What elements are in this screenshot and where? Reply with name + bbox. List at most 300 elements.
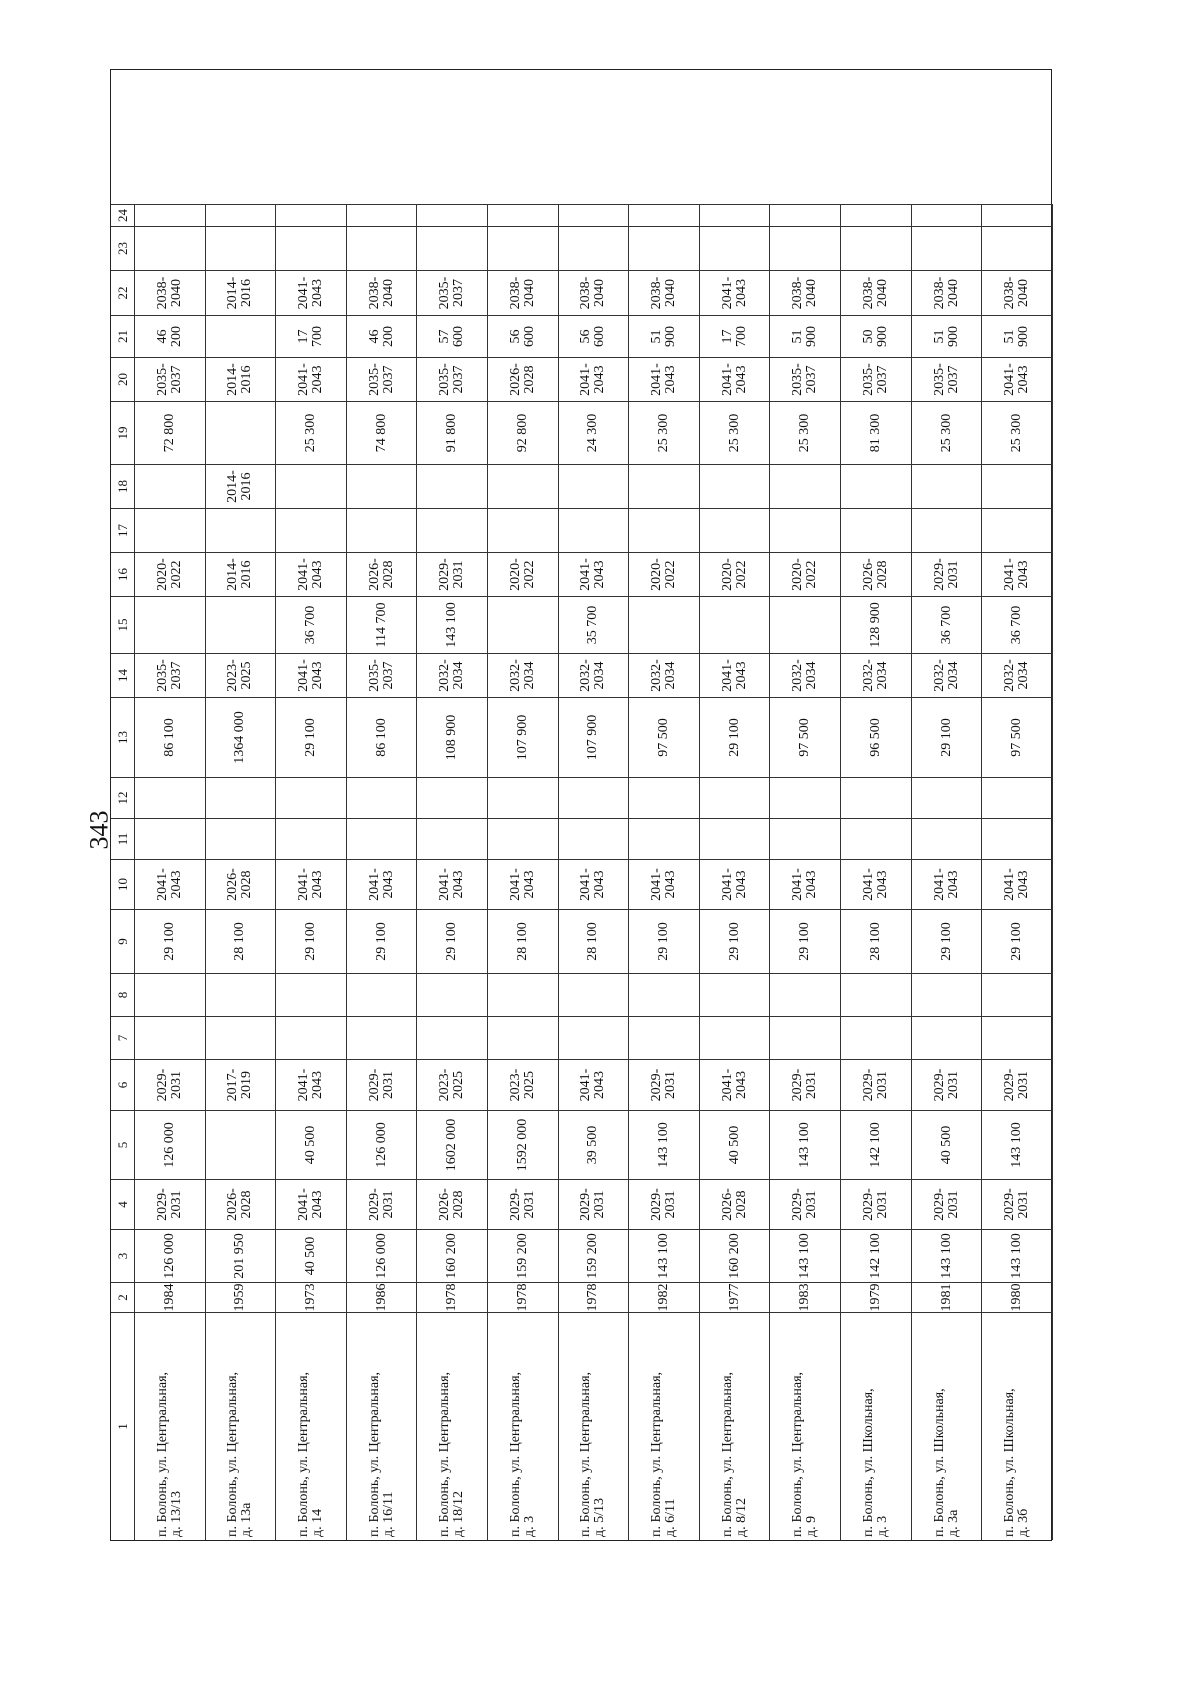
table-cell: 2038- 2040 [770,270,841,315]
table-cell [700,596,771,653]
table-cell [347,973,418,1016]
table-cell [629,973,700,1016]
table-cell [912,464,983,508]
row-address: п. Болонь, ул. Центральная, д. 8/12 [700,1312,771,1540]
table-cell: 2041- 2043 [135,859,206,909]
table-cell: 2014- 2016 [206,357,277,401]
table-cell [206,204,277,226]
table-cell: 86 100 [135,697,206,777]
table-cell [488,226,559,270]
table-cell [841,818,912,859]
table-cell: 2041- 2043 [276,552,347,596]
table-cell: 2041- 2043 [700,653,771,697]
table-cell: 2020- 2022 [629,552,700,596]
column-header-4: 4 [111,1179,135,1229]
table-cell: 29 100 [912,909,983,973]
table-cell: 51 900 [982,315,1053,357]
column-header-7: 7 [111,1016,135,1059]
column-header-11: 11 [111,818,135,859]
table-cell: 2041- 2043 [770,859,841,909]
row-address: п. Болонь, ул. Центральная, д. 6/11 [629,1312,700,1540]
column-header-16: 16 [111,552,135,596]
table-cell: 114 700 [347,596,418,653]
table-cell [629,508,700,552]
table-cell: 2032- 2034 [417,653,488,697]
table-cell: 2032- 2034 [912,653,983,697]
table-cell: 2032- 2034 [559,653,630,697]
table-cell: 2038- 2040 [912,270,983,315]
table-cell [488,1016,559,1059]
table-cell [629,1016,700,1059]
table-cell: 126 000 [347,1110,418,1179]
table-cell: 2032- 2034 [488,653,559,697]
row-address: п. Болонь, ул. Центральная, д. 5/13 [559,1312,630,1540]
table-cell: 126 000 [135,1110,206,1179]
row-address: п. Болонь, ул. Школьная, д. 3б [982,1312,1053,1540]
table-cell: 1602 000 [417,1110,488,1179]
table-cell: 28 100 [488,909,559,973]
table-cell: 40 500 [912,1110,983,1179]
column-header-2: 2 [111,1282,135,1312]
table-cell: 25 300 [700,401,771,464]
table-cell: 29 100 [276,909,347,973]
table-cell: 2035- 2037 [770,357,841,401]
table-cell: 2020- 2022 [700,552,771,596]
table-cell: 126 000 [347,1229,418,1282]
table-cell [770,1016,841,1059]
row-address: п. Болонь, ул. Центральная, д. 9 [770,1312,841,1540]
table-cell: 2035- 2037 [417,357,488,401]
table-cell: 29 100 [276,697,347,777]
table-cell [700,973,771,1016]
table-cell [912,1016,983,1059]
row-address: п. Болонь, ул. Центральная, д. 3 [488,1312,559,1540]
table-cell: 86 100 [347,697,418,777]
table-cell: 142 100 [841,1229,912,1282]
table-cell [700,818,771,859]
table-cell: 1592 000 [488,1110,559,1179]
table-cell: 107 900 [559,697,630,777]
table-cell: 1978 [488,1282,559,1312]
table-cell: 2032- 2034 [841,653,912,697]
table-cell [770,777,841,818]
table-cell [559,818,630,859]
table-cell: 36 700 [912,596,983,653]
column-header-23: 23 [111,226,135,270]
table-cell: 28 100 [841,909,912,973]
column-header-8: 8 [111,973,135,1016]
table-cell: 17 700 [700,315,771,357]
table-cell [629,204,700,226]
row-address: п. Болонь, ул. Центральная, д. 18/12 [417,1312,488,1540]
table-cell [629,464,700,508]
table-cell [206,1110,277,1179]
table-cell [417,204,488,226]
table-wrapper [110,69,1052,1541]
table-cell [276,1016,347,1059]
table-cell [488,818,559,859]
table-cell: 2029- 2031 [629,1059,700,1110]
table-cell [488,204,559,226]
table-cell [276,777,347,818]
table-cell [488,596,559,653]
table-cell [417,1016,488,1059]
table-cell: 17 700 [276,315,347,357]
table-cell [841,226,912,270]
table-cell: 2035- 2037 [417,270,488,315]
table-cell: 2029- 2031 [841,1179,912,1229]
table-cell: 36 700 [276,596,347,653]
table-cell [841,973,912,1016]
table-cell: 2038- 2040 [629,270,700,315]
table-cell [135,226,206,270]
table-cell: 2035- 2037 [912,357,983,401]
table-cell: 159 200 [488,1229,559,1282]
table-cell [770,818,841,859]
table-cell [135,973,206,1016]
table-cell: 2014- 2016 [206,464,277,508]
table-cell: 97 500 [982,697,1053,777]
table-cell: 2041- 2043 [276,270,347,315]
table-cell: 2020- 2022 [488,552,559,596]
row-address: п. Болонь, ул. Школьная, д. 3а [912,1312,983,1540]
table-cell: 2029- 2031 [347,1059,418,1110]
table-cell [135,204,206,226]
table-cell: 107 900 [488,697,559,777]
table-cell: 1364 000 [206,697,277,777]
table-cell: 2035- 2037 [347,653,418,697]
table-cell [982,1016,1053,1059]
table-cell: 1977 [700,1282,771,1312]
table-cell: 91 800 [417,401,488,464]
table-cell [206,315,277,357]
table-cell [347,777,418,818]
row-address: п. Болонь, ул. Центральная, д. 13а [206,1312,277,1540]
table-cell: 2041- 2043 [559,859,630,909]
table-cell: 51 900 [629,315,700,357]
table-cell [559,226,630,270]
table-cell [629,226,700,270]
table-cell: 2041- 2043 [488,859,559,909]
table-cell: 2029- 2031 [488,1179,559,1229]
table-cell [912,508,983,552]
table-cell: 2029- 2031 [841,1059,912,1110]
table-cell: 2035- 2037 [135,653,206,697]
column-header-14: 14 [111,653,135,697]
table-cell [559,777,630,818]
row-address: п. Болонь, ул. Центральная, д. 16/11 [347,1312,418,1540]
table-cell: 2029- 2031 [912,552,983,596]
table-cell: 29 100 [135,909,206,973]
table-cell: 2026- 2028 [488,357,559,401]
table-cell: 2026- 2028 [206,859,277,909]
column-header-10: 10 [111,859,135,909]
table-cell: 142 100 [841,1110,912,1179]
table-cell [982,226,1053,270]
table-cell [347,226,418,270]
table-cell: 29 100 [700,697,771,777]
table-cell [982,818,1053,859]
table-cell [700,464,771,508]
table-cell [912,226,983,270]
table-cell: 57 600 [417,315,488,357]
table-cell: 2035- 2037 [347,357,418,401]
table-cell: 46 200 [135,315,206,357]
table-cell [488,464,559,508]
table-cell [912,777,983,818]
table-cell: 29 100 [347,909,418,973]
table-cell: 74 800 [347,401,418,464]
table-cell: 2038- 2040 [841,270,912,315]
table-cell [629,777,700,818]
column-header-21: 21 [111,315,135,357]
table-cell: 2026- 2028 [417,1179,488,1229]
table-cell [841,508,912,552]
table-cell: 2041- 2043 [559,357,630,401]
table-cell [629,818,700,859]
table-cell: 2029- 2031 [347,1179,418,1229]
table-cell [135,508,206,552]
data-table [110,69,1052,1541]
table-cell [982,973,1053,1016]
table-cell [135,464,206,508]
table-cell: 143 100 [629,1229,700,1282]
table-cell: 128 900 [841,596,912,653]
table-cell: 1959 [206,1282,277,1312]
table-cell: 2041- 2043 [559,1059,630,1110]
column-header-24: 24 [111,204,135,226]
table-cell: 143 100 [770,1110,841,1179]
table-cell: 159 200 [559,1229,630,1282]
table-cell [912,973,983,1016]
table-cell: 143 100 [912,1229,983,1282]
table-cell [206,818,277,859]
table-cell: 1986 [347,1282,418,1312]
table-cell [135,596,206,653]
page-number: 343 [84,810,114,850]
table-cell [559,973,630,1016]
column-header-22: 22 [111,270,135,315]
table-cell: 2041- 2043 [982,859,1053,909]
table-cell [276,204,347,226]
table-cell: 29 100 [912,697,983,777]
table-cell: 1973 [276,1282,347,1312]
table-cell: 108 900 [417,697,488,777]
table-cell: 2029- 2031 [982,1179,1053,1229]
table-cell: 25 300 [629,401,700,464]
table-cell: 28 100 [559,909,630,973]
table-cell: 28 100 [206,909,277,973]
table-cell [841,1016,912,1059]
table-cell: 2029- 2031 [629,1179,700,1229]
table-cell [347,508,418,552]
table-cell: 2035- 2037 [841,357,912,401]
table-cell: 2041- 2043 [276,1179,347,1229]
column-header-3: 3 [111,1229,135,1282]
column-header-19: 19 [111,401,135,464]
table-cell: 143 100 [629,1110,700,1179]
table-cell: 2041- 2043 [276,1059,347,1110]
column-header-6: 6 [111,1059,135,1110]
table-cell [206,973,277,1016]
table-cell [770,464,841,508]
table-cell: 2029- 2031 [770,1179,841,1229]
table-cell [982,204,1053,226]
table-cell: 143 100 [770,1229,841,1282]
row-address: п. Болонь, ул. Центральная, д. 13/13 [135,1312,206,1540]
table-cell [770,508,841,552]
table-cell [417,508,488,552]
table-cell [488,973,559,1016]
table-cell [700,777,771,818]
column-header-15: 15 [111,596,135,653]
table-cell: 2026- 2028 [700,1179,771,1229]
table-cell: 2041- 2043 [700,1059,771,1110]
table-cell: 35 700 [559,596,630,653]
table-cell: 160 200 [417,1229,488,1282]
table-cell: 2029- 2031 [559,1179,630,1229]
table-cell: 2029- 2031 [912,1179,983,1229]
table-cell: 25 300 [770,401,841,464]
table-cell: 29 100 [629,909,700,973]
table-cell: 29 100 [770,909,841,973]
table-cell: 50 900 [841,315,912,357]
table-cell: 2014- 2016 [206,552,277,596]
table-cell [700,226,771,270]
table-cell [276,818,347,859]
table-cell [559,204,630,226]
table-cell: 1984 [135,1282,206,1312]
table-cell [488,508,559,552]
column-header-17: 17 [111,508,135,552]
table-cell [347,464,418,508]
table-cell [276,226,347,270]
table-cell [135,1016,206,1059]
column-header-9: 9 [111,909,135,973]
column-header-5: 5 [111,1110,135,1179]
table-cell [206,596,277,653]
column-header-12: 12 [111,777,135,818]
table-cell: 2041- 2043 [417,859,488,909]
table-cell: 25 300 [912,401,983,464]
table-cell [347,818,418,859]
table-cell: 97 500 [629,697,700,777]
table-cell [982,464,1053,508]
table-cell: 126 000 [135,1229,206,1282]
table-cell: 1978 [559,1282,630,1312]
table-cell: 1981 [912,1282,983,1312]
table-cell: 2041- 2043 [700,859,771,909]
table-cell [276,464,347,508]
table-cell [276,508,347,552]
table-cell [135,777,206,818]
table-cell: 2023- 2025 [488,1059,559,1110]
table-cell: 29 100 [700,909,771,973]
table-cell: 2023- 2025 [417,1059,488,1110]
table-cell [417,973,488,1016]
table-cell: 2014- 2016 [206,270,277,315]
table-cell [206,226,277,270]
table-cell: 2032- 2034 [629,653,700,697]
table-cell [417,777,488,818]
table-cell: 36 700 [982,596,1053,653]
table-cell [417,464,488,508]
column-header-18: 18 [111,464,135,508]
table-cell [912,818,983,859]
table-cell: 2041- 2043 [629,859,700,909]
table-cell [770,973,841,1016]
table-cell: 2038- 2040 [135,270,206,315]
table-cell: 2026- 2028 [841,552,912,596]
table-cell: 2041- 2043 [982,357,1053,401]
table-cell: 51 900 [912,315,983,357]
table-cell: 2035- 2037 [135,357,206,401]
table-cell: 2041- 2043 [700,357,771,401]
table-cell: 2041- 2043 [347,859,418,909]
table-cell [488,777,559,818]
table-cell: 2029- 2031 [135,1059,206,1110]
table-cell: 2029- 2031 [982,1059,1053,1110]
table-cell [135,818,206,859]
table-cell: 2017- 2019 [206,1059,277,1110]
table-cell [982,508,1053,552]
table-cell [206,1016,277,1059]
row-address: п. Болонь, ул. Школьная, д. 3 [841,1312,912,1540]
table-cell: 143 100 [982,1229,1053,1282]
table-cell: 1979 [841,1282,912,1312]
table-cell: 2041- 2043 [276,357,347,401]
table-cell: 25 300 [276,401,347,464]
table-cell [982,777,1053,818]
table-cell: 1978 [417,1282,488,1312]
table-cell: 92 800 [488,401,559,464]
row-address: п. Болонь, ул. Центральная, д. 14 [276,1312,347,1540]
table-cell: 40 500 [700,1110,771,1179]
table-cell: 56 600 [488,315,559,357]
table-cell: 2038- 2040 [488,270,559,315]
table-cell: 2041- 2043 [276,653,347,697]
table-cell [700,1016,771,1059]
table-cell [770,204,841,226]
table-cell: 2020- 2022 [770,552,841,596]
table-cell [347,1016,418,1059]
table-cell [912,204,983,226]
table-cell: 29 100 [417,909,488,973]
table-cell: 1983 [770,1282,841,1312]
table-cell: 2041- 2043 [700,270,771,315]
table-cell: 2020- 2022 [135,552,206,596]
table-cell [206,401,277,464]
table-cell [700,204,771,226]
table-cell: 2041- 2043 [559,552,630,596]
table-cell: 2038- 2040 [347,270,418,315]
column-header-13: 13 [111,697,135,777]
table-cell: 51 900 [770,315,841,357]
table-cell [559,508,630,552]
table-cell: 2029- 2031 [417,552,488,596]
table-cell [206,508,277,552]
table-cell: 2029- 2031 [770,1059,841,1110]
table-cell: 25 300 [982,401,1053,464]
table-cell: 72 800 [135,401,206,464]
table-cell: 97 500 [770,697,841,777]
table-cell: 160 200 [700,1229,771,1282]
table-cell: 2041- 2043 [982,552,1053,596]
table-cell: 143 100 [982,1110,1053,1179]
table-cell [417,226,488,270]
table-cell [770,596,841,653]
table-cell: 2023- 2025 [206,653,277,697]
